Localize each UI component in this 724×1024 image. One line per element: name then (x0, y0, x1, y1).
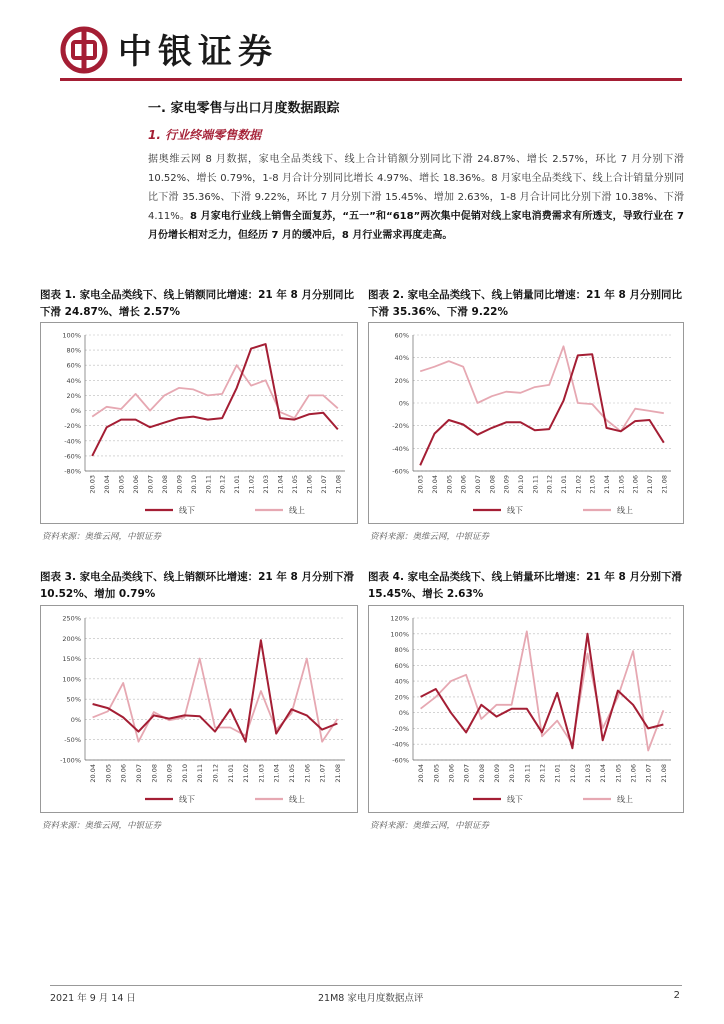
x-tick-label: 21.02 (574, 475, 583, 494)
legend-label: 线下 (507, 795, 523, 804)
y-tick-label: -20% (64, 422, 81, 431)
y-tick-label: 40% (66, 376, 81, 385)
x-tick-label: 20.08 (150, 764, 159, 783)
figure-1-source: 资料来源：奥维云网，中银证券 (42, 532, 162, 542)
x-tick-label: 20.03 (88, 475, 97, 494)
x-tick-label: 20.03 (416, 475, 425, 494)
x-tick-label: 20.12 (218, 475, 227, 494)
legend-label: 线下 (507, 506, 523, 515)
x-tick-label: 20.08 (160, 475, 169, 494)
x-tick-label: 20.05 (104, 764, 113, 783)
y-tick-label: 60% (394, 331, 409, 340)
x-tick-label: 20.11 (531, 475, 540, 494)
series-line-offline (420, 354, 664, 465)
legend-label: 线下 (179, 506, 195, 515)
x-tick-label: 21.05 (614, 764, 623, 783)
x-tick-label: 21.07 (319, 475, 328, 494)
y-tick-label: -60% (64, 452, 81, 461)
x-tick-label: 21.02 (247, 475, 256, 494)
x-tick-label: 20.06 (447, 764, 456, 783)
y-tick-label: -40% (392, 444, 409, 453)
series-line-online (420, 346, 664, 431)
legend-label: 线上 (617, 795, 633, 804)
x-tick-label: 21.04 (276, 475, 285, 494)
y-tick-label: 0% (70, 407, 81, 416)
y-tick-label: 60% (394, 661, 409, 670)
x-tick-label: 20.09 (492, 764, 501, 783)
x-tick-label: 20.09 (175, 475, 184, 494)
y-tick-label: -20% (392, 422, 409, 431)
x-tick-label: 20.05 (117, 475, 126, 494)
series-line-online (93, 659, 338, 742)
y-tick-label: 250% (62, 614, 81, 623)
x-tick-label: 20.06 (119, 764, 128, 783)
page-header (0, 0, 724, 84)
x-tick-label: 20.05 (432, 764, 441, 783)
y-tick-label: -40% (64, 437, 81, 446)
x-tick-label: 20.11 (204, 475, 213, 494)
y-tick-label: 100% (390, 630, 409, 639)
x-tick-label: 21.01 (560, 475, 568, 494)
figure-1-chart (40, 322, 358, 524)
figure-1-title: 图表 1. 家电全品类线下、线上销额同比增速：21 年 8 月分别同比下滑 24.87%、增长 2.57% (40, 289, 354, 318)
legend-label: 线下 (179, 795, 195, 804)
x-tick-label: 20.10 (189, 475, 198, 494)
x-tick-label: 20.04 (103, 475, 112, 494)
header-divider (60, 78, 682, 81)
figure-4-source: 资料来源：奥维云网，中银证券 (370, 821, 490, 831)
y-tick-label: -40% (392, 740, 409, 749)
x-tick-label: 21.02 (242, 764, 251, 783)
x-tick-label: 20.09 (502, 475, 511, 494)
y-tick-label: 60% (66, 361, 81, 370)
x-tick-label: 20.10 (508, 764, 517, 783)
section-title: 一. 家电零售与出口月度数据跟踪 (148, 101, 340, 116)
series-line-online (92, 365, 338, 418)
legend-label: 线上 (617, 506, 633, 515)
x-tick-label: 21.03 (584, 764, 593, 783)
y-tick-label: 20% (394, 376, 409, 385)
x-tick-label: 21.08 (660, 475, 669, 494)
footer-date: 2021 年 9 月 14 日 (50, 993, 136, 1004)
subsection-title: 1. 行业终端零售数据 (148, 128, 262, 142)
y-tick-label: 200% (62, 634, 81, 643)
footer-divider (50, 985, 682, 986)
legend-label: 线上 (289, 506, 305, 515)
y-tick-label: -60% (392, 756, 409, 765)
figure-3-title: 图表 3. 家电全品类线下、线上销额环比增速：21 年 8 月分别下滑 10.52%、增加 0.79% (40, 571, 354, 600)
body-paragraph (148, 150, 684, 245)
x-tick-label: 21.04 (603, 475, 611, 494)
y-tick-label: 0% (70, 715, 81, 724)
x-tick-label: 21.06 (631, 475, 640, 494)
x-tick-label: 21.01 (226, 764, 235, 783)
paragraph-plain: 据奥维云网 8 月数据，家电全品类线下、线上合计销额分别同比下滑 24.87%、增长 2.57%，环比 7 月分别下滑 10.52%、增长 0.79%，1-8 月合计分别同比增长 4.97%、增长 18.36%。8 月家电全品类线下、线上合计销量分别同比下滑 35.36%、下滑 9.22%，环比 7 月分别下滑 15.45%、增加 2.63%，1-8 月合计同比分别下滑 10.38%、下滑 4.11%。 (148, 154, 684, 222)
x-tick-label: 20.07 (462, 764, 471, 783)
figure-1-svg (41, 323, 357, 523)
x-tick-label: 20.12 (538, 764, 547, 783)
y-tick-label: 0% (398, 709, 409, 718)
x-tick-label: 20.08 (488, 475, 497, 494)
x-tick-label: 21.04 (599, 764, 608, 783)
y-tick-label: 40% (394, 354, 409, 363)
paragraph-bold: 8 月家电行业线上销售全面复苏，“五一”和“618”两次集中促销对线上家电消费需求有所透支，导致行业在 7 月份增长相对乏力，但经历 7 月的缓冲后，8 月行业需求再度走高。 (148, 211, 684, 241)
y-tick-label: 150% (62, 655, 81, 664)
y-tick-label: 120% (390, 614, 409, 623)
y-tick-label: 40% (394, 677, 409, 686)
x-tick-label: 21.05 (287, 764, 296, 783)
x-tick-label: 21.01 (233, 475, 242, 494)
y-tick-label: -60% (392, 467, 409, 476)
legend-label: 线上 (289, 795, 305, 804)
bank-of-china-logo-icon (60, 26, 108, 74)
figure-4-title: 图表 4. 家电全品类线下、线上销量环比增速：21 年 8 月分别下滑 15.45%、增长 2.63% (368, 571, 682, 600)
figure-2-title: 图表 2. 家电全品类线下、线上销量同比增速：21 年 8 月分别同比下滑 35.36%、下滑 9.22% (368, 289, 682, 318)
x-tick-label: 20.09 (165, 764, 174, 783)
x-tick-label: 20.11 (196, 764, 205, 783)
figure-2-chart (368, 322, 684, 524)
x-tick-label: 20.10 (517, 475, 525, 494)
y-tick-label: -80% (64, 467, 81, 476)
x-tick-label: 21.06 (303, 764, 312, 783)
x-tick-label: 20.05 (445, 475, 454, 494)
figure-3-source: 资料来源：奥维云网，中银证券 (42, 821, 162, 831)
x-tick-label: 21.08 (659, 764, 668, 783)
y-tick-label: 0% (398, 399, 409, 408)
x-tick-label: 20.08 (477, 764, 486, 783)
y-tick-label: 80% (66, 346, 81, 355)
y-tick-label: 100% (62, 331, 81, 340)
x-tick-label: 21.03 (588, 475, 597, 494)
figure-3-svg (41, 606, 357, 812)
y-tick-label: 80% (394, 646, 409, 655)
brand-name: 中银证券 (118, 32, 278, 72)
y-tick-label: -20% (392, 724, 409, 733)
x-tick-label: 20.10 (180, 764, 189, 783)
x-tick-label: 21.01 (553, 764, 562, 783)
y-tick-label: 20% (394, 693, 409, 702)
series-line-offline (421, 634, 664, 748)
x-tick-label: 20.06 (459, 475, 468, 494)
x-tick-label: 20.06 (132, 475, 141, 494)
x-tick-label: 20.04 (417, 764, 426, 783)
x-tick-label: 21.06 (629, 764, 638, 783)
y-tick-label: 100% (62, 675, 81, 684)
figure-2-source: 资料来源：奥维云网，中银证券 (370, 532, 490, 542)
x-tick-label: 21.07 (646, 475, 654, 494)
x-tick-label: 21.02 (568, 764, 577, 783)
x-tick-label: 20.07 (474, 475, 482, 494)
x-tick-label: 21.05 (617, 475, 626, 494)
x-tick-label: 21.08 (334, 475, 343, 494)
x-tick-label: 21.07 (318, 764, 327, 783)
figure-3-chart (40, 605, 358, 813)
figure-2-svg (369, 323, 683, 523)
x-tick-label: 21.03 (262, 475, 271, 494)
figure-4-svg (369, 606, 683, 812)
y-tick-label: 20% (66, 391, 81, 400)
x-tick-label: 20.11 (523, 764, 532, 783)
x-tick-label: 20.07 (135, 764, 144, 783)
x-tick-label: 20.12 (545, 475, 554, 494)
x-tick-label: 20.04 (89, 764, 98, 783)
x-tick-label: 21.04 (272, 764, 281, 783)
x-tick-label: 21.03 (257, 764, 266, 783)
y-tick-label: -50% (64, 736, 81, 745)
footer-doc-title: 21M8 家电月度数据点评 (318, 993, 424, 1004)
x-tick-label: 21.07 (644, 764, 653, 783)
x-tick-label: 20.07 (146, 475, 155, 494)
x-tick-label: 20.12 (211, 764, 220, 783)
x-tick-label: 21.06 (305, 475, 314, 494)
x-tick-label: 21.08 (333, 764, 342, 783)
page-number: 2 (673, 990, 680, 1001)
y-tick-label: 50% (66, 695, 81, 704)
x-tick-label: 21.05 (290, 475, 299, 494)
y-tick-label: -100% (60, 756, 81, 765)
x-tick-label: 20.04 (431, 475, 439, 494)
figure-4-chart (368, 605, 684, 813)
